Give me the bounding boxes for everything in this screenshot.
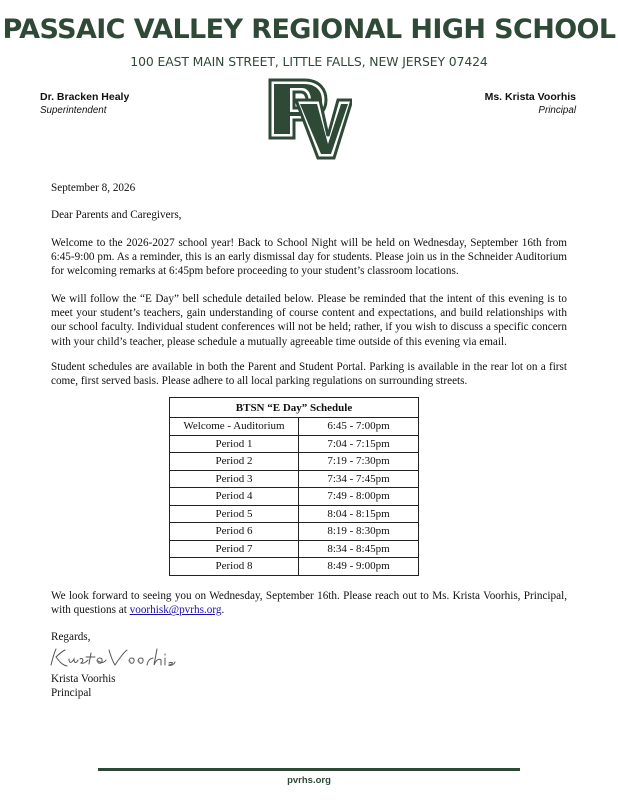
principal-name: Ms. Krista Voorhis (484, 91, 576, 103)
school-name: PASSAIC VALLEY REGIONAL HIGH SCHOOL (2, 14, 616, 45)
schedule-label: Period 6 (170, 523, 299, 541)
paragraph-welcome: Welcome to the 2026-2027 school year! Back to School Night will be held on Wednesday, September 16th from 6:45-9:00 pm. As a reminder, this is an early dismissal day for students. Please join us in the Schneider Auditorium for welcoming remarks at 6:45pm before proceeding to your student’s classroom locations. (51, 237, 567, 278)
superintendent-name: Dr. Bracken Healy (40, 91, 130, 103)
schedule-time: 7:49 - 8:00pm (299, 488, 419, 506)
school-address: 100 EAST MAIN STREET, LITTLE FALLS, NEW JERSEY 07424 (130, 54, 488, 69)
handwritten-signature (47, 645, 177, 671)
principal-block (485, 91, 576, 117)
contact-text: We look forward to seeing you on Wednesday, September 16th. Please reach out to Ms. Krista Voorhis, Principal, with questions at (51, 590, 567, 617)
schedule-label: Period 7 (170, 540, 299, 558)
closing: Regards, (51, 631, 91, 643)
schedule-time: 7:34 - 7:45pm (299, 470, 419, 488)
superintendent-title: Superintendent (40, 105, 107, 116)
table-row (170, 540, 419, 558)
schedule-table (169, 397, 419, 576)
signer-title: Principal (51, 687, 92, 700)
table-row (170, 418, 419, 436)
schedule-time: 8:19 - 8:30pm (299, 523, 419, 541)
schedule-time: 8:34 - 8:45pm (299, 540, 419, 558)
paragraph-contact (51, 589, 567, 617)
salutation: Dear Parents and Caregivers, (51, 209, 182, 221)
schedule-label: Period 8 (170, 558, 299, 576)
schedule-label: Period 5 (170, 505, 299, 523)
email-link[interactable]: voorhisk@pvrhs.org (129, 604, 222, 617)
schedule-time: 7:04 - 7:15pm (299, 435, 419, 453)
signer-block (51, 672, 116, 700)
table-row (170, 523, 419, 541)
table-row (170, 453, 419, 471)
schedule-time: 6:45 - 7:00pm (299, 418, 419, 436)
superintendent-block (40, 91, 129, 117)
schedule-time: 8:49 - 9:00pm (299, 558, 419, 576)
table-row (170, 435, 419, 453)
table-row (170, 488, 419, 506)
schedule-label: Period 3 (170, 470, 299, 488)
schedule-label: Period 1 (170, 435, 299, 453)
paragraph-parking: Student schedules are available in both the Parent and Student Portal. Parking is available in the rear lot on a first come, first served basis. Please adhere to all local parking regulations on surrounding streets. (51, 361, 567, 388)
principal-title: Principal (538, 105, 576, 116)
footer-website: pvrhs.org (287, 775, 331, 786)
table-row (170, 470, 419, 488)
pv-logo (268, 78, 352, 160)
schedule-label: Period 2 (170, 453, 299, 471)
schedule-title: BTSN “E Day” Schedule (170, 398, 419, 418)
footer-divider (98, 768, 520, 771)
schedule-label: Welcome - Auditorium (170, 418, 299, 436)
letter-date: September 8, 2026 (51, 182, 136, 194)
schedule-time: 8:04 - 8:15pm (299, 505, 419, 523)
paragraph-schedule-info: We will follow the “E Day” bell schedule detailed below. Please be reminded that the intent of this evening is to meet your student’s teachers, gain understanding of course content and expectations, and build relationships with our school faculty. Individual student conferences will not be held; rather, if you wish to discuss a specific concern with your child’s teacher, please schedule a mutually agreeable time outside of this evening via email. (51, 293, 567, 348)
signer-name: Krista Voorhis (51, 673, 116, 685)
table-row (170, 558, 419, 576)
table-row (170, 505, 419, 523)
schedule-label: Period 4 (170, 488, 299, 506)
contact-text-end: . (221, 604, 225, 617)
schedule-time: 7:19 - 7:30pm (299, 453, 419, 471)
